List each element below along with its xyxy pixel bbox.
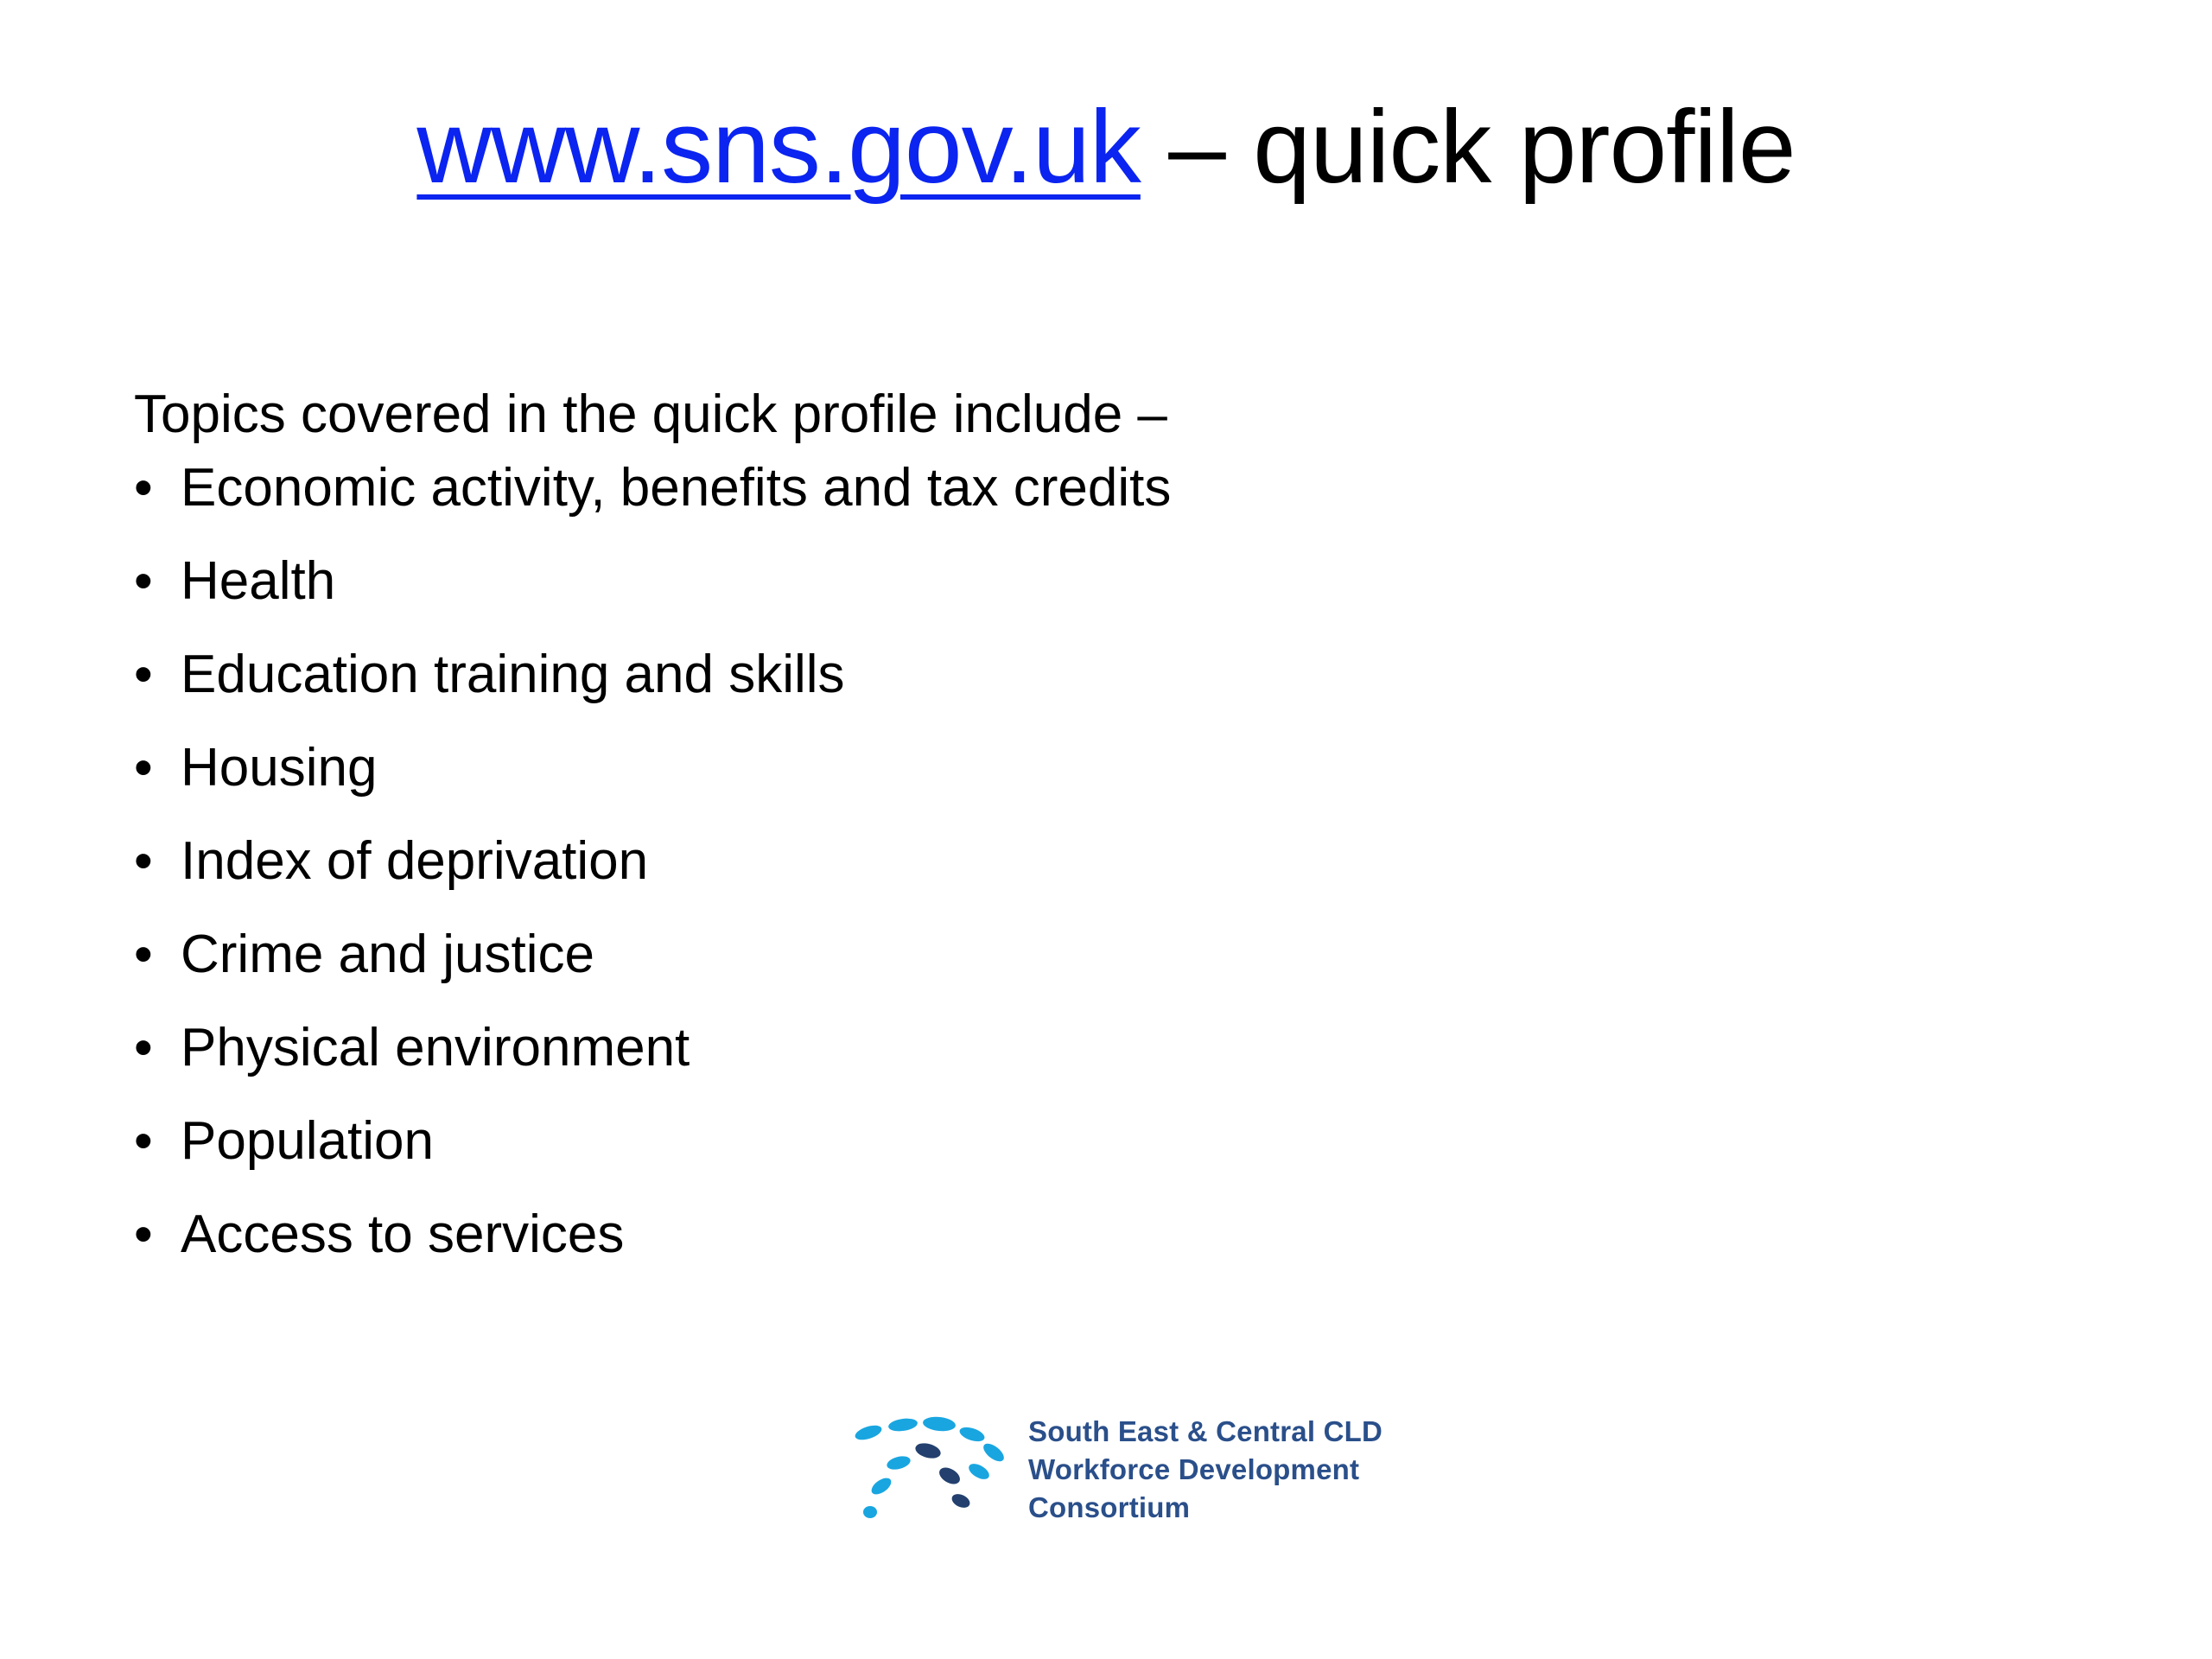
logo-line-1: South East & Central CLD <box>1028 1415 1383 1447</box>
title-link[interactable]: www.sns.gov.uk <box>416 89 1141 205</box>
bullet-icon: • <box>134 551 153 611</box>
bullet-icon: • <box>134 1111 153 1171</box>
topic-label: Housing <box>181 738 378 798</box>
bullet-icon: • <box>134 645 153 704</box>
bullet-icon: • <box>134 1018 153 1077</box>
bullet-icon: • <box>134 1205 153 1264</box>
topic-label: Economic activity, benefits and tax credits <box>181 458 1172 518</box>
topic-label: Crime and justice <box>181 925 594 984</box>
logo-text <box>1028 1413 1382 1527</box>
bullet-icon: • <box>134 831 153 891</box>
bullet-icon: • <box>134 925 153 984</box>
topic-label: Index of deprivation <box>181 831 649 891</box>
topic-label: Education training and skills <box>181 645 845 704</box>
logo-line-2: Workforce Development <box>1028 1453 1360 1485</box>
topic-label: Population <box>181 1111 435 1171</box>
bullet-icon: • <box>134 738 153 798</box>
topic-label: Access to services <box>181 1205 625 1264</box>
title-text: – quick profile <box>1140 89 1796 205</box>
bullet-icon: • <box>134 458 153 518</box>
topic-label: Health <box>181 551 336 611</box>
consortium-logo <box>842 1404 1404 1534</box>
slide-title <box>0 82 2212 212</box>
logo-line-3: Consortium <box>1028 1491 1191 1523</box>
topic-label: Physical environment <box>181 1018 690 1077</box>
dots-mark-icon <box>842 1404 1024 1534</box>
intro-text: Topics covered in the quick profile include – <box>134 385 1167 444</box>
